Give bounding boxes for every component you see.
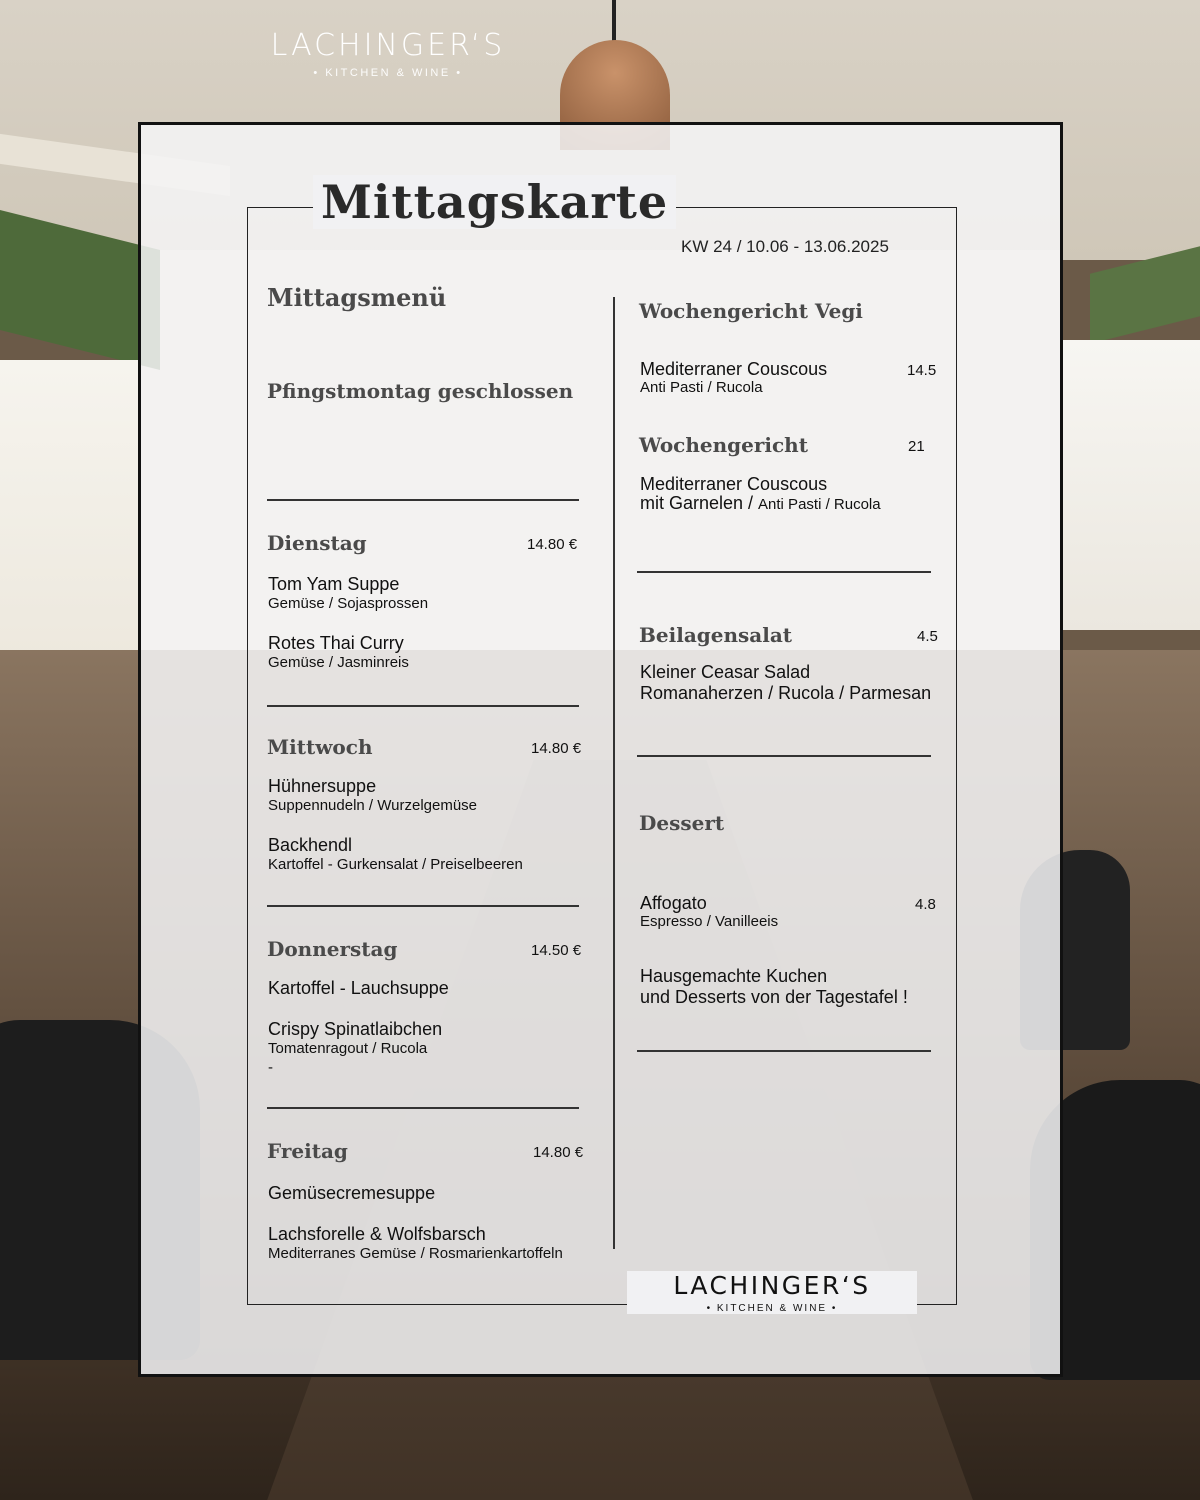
section-header-dessert: Dessert <box>639 811 725 835</box>
column-divider <box>613 297 615 1249</box>
day-header-freitag: Freitag <box>267 1139 348 1163</box>
day-header-mittwoch: Mittwoch <box>267 735 373 759</box>
divider-line <box>267 499 579 501</box>
dish-description: Mediterranes Gemüse / Rosmarienkartoffeln <box>268 1245 563 1262</box>
price-dienstag: 14.80 € <box>527 536 578 553</box>
divider-line <box>637 755 931 757</box>
price-freitag: 14.80 € <box>533 1144 584 1161</box>
dish-description <box>640 494 881 514</box>
logo-tagline: • KITCHEN & WINE • <box>313 67 463 79</box>
divider-line <box>267 705 579 707</box>
window-right <box>1060 340 1200 630</box>
monday-closed-note: Pfingstmontag geschlossen <box>267 379 574 403</box>
menu-title: Mittagskarte <box>313 175 676 229</box>
logo-tagline: • KITCHEN & WINE • <box>706 1303 838 1314</box>
dish-description: Anti Pasti / Rucola <box>640 379 763 396</box>
dish-description: Suppennudeln / Wurzelgemüse <box>268 797 478 814</box>
week-range: KW 24 / 10.06 - 13.06.2025 <box>681 237 889 256</box>
dish-description: Tomatenragout / Rucola <box>268 1040 428 1057</box>
dish-name: Hühnersuppe <box>268 776 377 796</box>
price-donnerstag: 14.50 € <box>531 942 582 959</box>
dish-name: Lachsforelle & Wolfsbarsch <box>268 1224 486 1244</box>
section-header-wochengericht-vegi: Wochengericht Vegi <box>639 299 863 323</box>
dish-description: Espresso / Vanilleeis <box>640 913 779 930</box>
section-header-mittagsmenu: Mittagsmenü <box>267 283 447 312</box>
day-header-dienstag: Dienstag <box>267 531 367 555</box>
dish-extra: - <box>268 1059 273 1076</box>
divider-line <box>637 571 931 573</box>
dish-name: Rotes Thai Curry <box>268 633 404 653</box>
dish-name: Mediterraner Couscous <box>640 474 828 494</box>
dish-name: Kartoffel - Lauchsuppe <box>268 978 449 998</box>
top-logo <box>240 28 536 79</box>
dish-description: Gemüse / Jasminreis <box>268 654 409 671</box>
dish-name: Crispy Spinatlaibchen <box>268 1019 443 1039</box>
dish-description: Kartoffel - Gurkensalat / Preiselbeeren <box>268 856 523 873</box>
dish-name: Mediterraner Couscous <box>640 359 828 379</box>
dish-description: Gemüse / Sojasprossen <box>268 595 429 612</box>
logo-name: LACHINGER‘S <box>673 1271 871 1300</box>
window-left <box>0 360 140 690</box>
bottom-logo <box>627 1271 917 1314</box>
dish-name: Gemüsecremesuppe <box>268 1183 436 1203</box>
dish-description-prefix: mit Garnelen / <box>640 493 759 513</box>
dish-description: Romanaherzen / Rucola / Parmesan <box>640 683 932 703</box>
price-dessert: 4.8 <box>915 896 936 913</box>
dessert-note-line2: und Desserts von der Tagestafel ! <box>640 987 908 1007</box>
dish-name: Tom Yam Suppe <box>268 574 400 594</box>
divider-line <box>637 1050 931 1052</box>
price-salad: 4.5 <box>917 628 938 645</box>
logo-name: LACHINGER‘S <box>270 28 506 63</box>
menu-card <box>138 122 1063 1377</box>
price-mittwoch: 14.80 € <box>531 740 582 757</box>
green-acoustic-panel-right <box>1090 246 1200 343</box>
dessert-note-line1: Hausgemachte Kuchen <box>640 966 828 986</box>
dish-name: Kleiner Ceasar Salad <box>640 662 811 682</box>
section-header-wochengericht: Wochengericht <box>639 433 808 457</box>
section-header-beilagensalat: Beilagensalat <box>639 623 793 647</box>
dish-name: Affogato <box>640 893 707 913</box>
day-header-donnerstag: Donnerstag <box>267 937 398 961</box>
price-weekly: 21 <box>908 438 925 455</box>
divider-line <box>267 905 579 907</box>
price-vegi: 14.5 <box>907 362 937 379</box>
dish-name: Backhendl <box>268 835 353 855</box>
dish-description-rest: Anti Pasti / Rucola <box>758 496 881 513</box>
divider-line <box>267 1107 579 1109</box>
